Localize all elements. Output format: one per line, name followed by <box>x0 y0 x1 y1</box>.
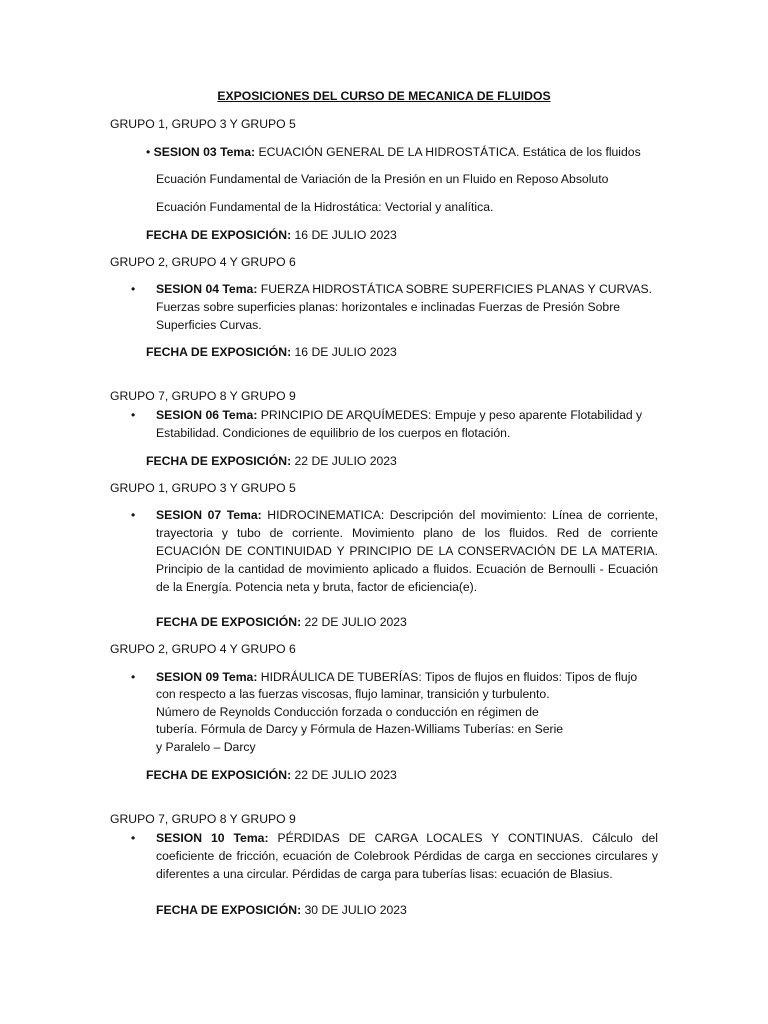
bullet-icon: • <box>131 408 136 422</box>
list-item <box>146 144 641 160</box>
tema-label: Tema: <box>233 831 269 845</box>
session-topic: FUERZA HIDROSTÁTICA SOBRE SUPERFICIES PLANAS Y CURVAS. Fuerzas sobre superficies planas: horizontales e inclinadas Fuerzas de Presión Sobre Superficies Curvas. <box>156 282 653 332</box>
fecha-label: FECHA DE EXPOSICIÓN: <box>156 615 302 629</box>
fecha-label: FECHA DE EXPOSICIÓN: <box>156 903 302 917</box>
topic-line: Ecuación Fundamental de la Hidrostática: Vectorial y analítica. <box>156 200 494 214</box>
group-heading: GRUPO 1, GRUPO 3 Y GRUPO 5 <box>110 117 296 131</box>
topic-line: Número de Reynolds Conducción forzada o conducción en régimen de <box>156 705 539 719</box>
session-topic: PRINCIPIO DE ARQUÍMEDES: Empuje y peso aparente Flotabilidad y Estabilidad. Condiciones de equilibrio de los cuerpos en flotación. <box>156 408 643 440</box>
bullet-icon: • <box>131 508 136 522</box>
exposition-date <box>146 767 397 783</box>
document-title: EXPOSICIONES DEL CURSO DE MECANICA DE FLUIDOS <box>217 89 551 103</box>
tema-label: Tema: <box>226 508 262 522</box>
session-label: SESION 04 <box>156 282 219 296</box>
list-item <box>156 280 658 334</box>
session-label: SESION 07 <box>156 508 222 522</box>
tema-label: Tema: <box>220 145 256 159</box>
fecha-label: FECHA DE EXPOSICIÓN: <box>146 345 292 359</box>
group-heading: GRUPO 2, GRUPO 4 Y GRUPO 6 <box>110 255 296 269</box>
fecha-value: 16 DE JULIO 2023 <box>294 345 397 359</box>
exposition-date <box>146 227 397 243</box>
session-topic: PÉRDIDAS DE CARGA LOCALES Y CONTINUAS. Cálculo del coeficiente de fricción, ecuación de Colebrook Pérdidas de carga en secciones circulares y diferentes a una circular. Pérdidas de carga para tuberías lisas: ecuación de Blasius. <box>156 831 658 881</box>
bullet-icon: • <box>131 282 136 296</box>
exposition-date <box>146 344 397 360</box>
tema-label: Tema: <box>222 670 258 684</box>
fecha-label: FECHA DE EXPOSICIÓN: <box>146 454 292 468</box>
group-heading: GRUPO 7, GRUPO 8 Y GRUPO 9 <box>110 389 296 403</box>
session-topic: ECUACIÓN GENERAL DE LA HIDROSTÁTICA. Estática de los fluidos <box>258 145 641 159</box>
list-item <box>156 829 658 883</box>
topic-line: con respecto a las fuerzas viscosas, flujo laminar, transición y turbulento. <box>156 687 550 701</box>
topic-line: Ecuación Fundamental de Variación de la Presión en un Fluido en Reposo Absoluto <box>156 172 609 186</box>
session-label: SESION 03 <box>153 145 217 159</box>
topic-line: tubería. Fórmula de Darcy y Fórmula de Hazen-Williams Tuberías: en Serie <box>156 722 564 736</box>
fecha-label: FECHA DE EXPOSICIÓN: <box>146 768 292 782</box>
list-item <box>156 506 658 596</box>
list-item <box>156 669 637 685</box>
exposition-date <box>146 453 397 469</box>
session-label: SESION 06 <box>156 408 219 422</box>
fecha-value: 30 DE JULIO 2023 <box>304 903 407 917</box>
bullet-icon: • <box>131 831 136 845</box>
exposition-date <box>156 614 407 630</box>
tema-label: Tema: <box>222 282 258 296</box>
fecha-label: FECHA DE EXPOSICIÓN: <box>146 228 292 242</box>
tema-label: Tema: <box>222 408 258 422</box>
fecha-value: 22 DE JULIO 2023 <box>304 615 407 629</box>
list-item <box>156 406 658 442</box>
group-heading: GRUPO 2, GRUPO 4 Y GRUPO 6 <box>110 642 296 656</box>
exposition-date <box>156 902 407 918</box>
bullet-icon: • <box>146 145 151 159</box>
group-heading: GRUPO 1, GRUPO 3 Y GRUPO 5 <box>110 481 296 495</box>
session-label: SESION 09 <box>156 670 219 684</box>
fecha-value: 22 DE JULIO 2023 <box>294 454 397 468</box>
session-label: SESION 10 <box>156 831 225 845</box>
fecha-value: 22 DE JULIO 2023 <box>294 768 397 782</box>
session-topic: HIDROCINEMATICA: Descripción del movimiento: Línea de corriente, trayectoria y tubo de corriente. Movimiento plano de los fluidos. Red de corriente ECUACIÓN DE CONTINUIDAD Y PRINCIPIO DE LA CONSERVACIÓN DE LA MATERIA. Principio de la cantidad de movimiento aplicado a fluidos. Ecuación de Bernoulli - Ecuación de la Energía. Potencia neta y bruta, factor de eficiencia(e). <box>156 508 659 594</box>
bullet-icon: • <box>131 670 136 684</box>
session-topic: HIDRÁULICA DE TUBERÍAS: Tipos de flujos en fluidos: Tipos de flujo <box>260 670 638 684</box>
topic-line: y Paralelo – Darcy <box>156 740 256 754</box>
fecha-value: 16 DE JULIO 2023 <box>294 228 397 242</box>
group-heading: GRUPO 7, GRUPO 8 Y GRUPO 9 <box>110 812 296 826</box>
